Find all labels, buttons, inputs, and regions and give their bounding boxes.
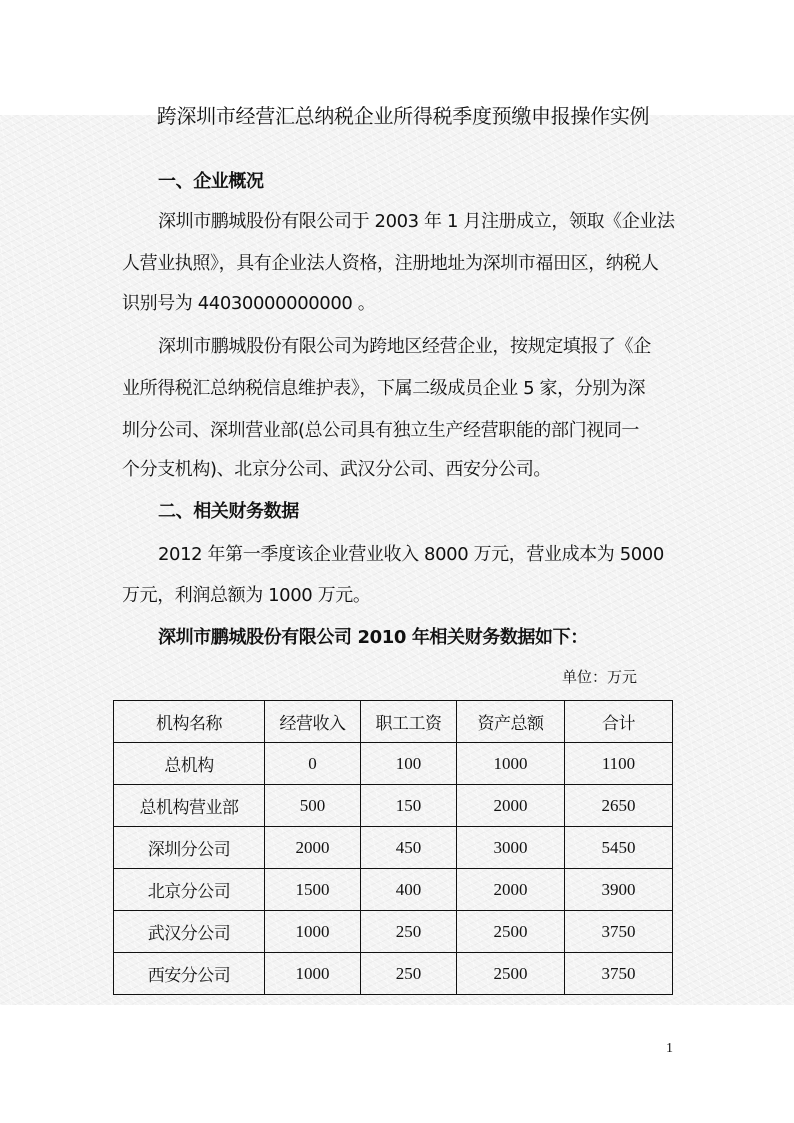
table-cell-org-name: 西安分公司 [114,953,265,995]
table-caption: 深圳市鹏城股份有限公司 2010 年相关财务数据如下： [158,627,588,648]
table-cell: 2000 [457,785,565,827]
table-cell: 500 [265,785,361,827]
document-title: 跨深圳市经营汇总纳税企业所得税季度预缴申报操作实例 [156,104,650,128]
table-cell: 0 [265,743,361,785]
table-cell-org-name: 深圳分公司 [114,827,265,869]
table-cell: 250 [361,911,457,953]
section-heading-overview: 一、企业概况 [158,171,264,192]
table-cell: 1000 [457,743,565,785]
table-cell: 2000 [265,827,361,869]
unit-label: 单位：万元 [562,668,638,686]
table-cell: 250 [361,953,457,995]
paragraph-line: 万元，利润总额为 1000 万元。 [122,585,371,606]
column-header: 职工工资 [361,701,457,743]
table-row [114,911,673,953]
table-cell: 450 [361,827,457,869]
page-number: 1 [666,1041,673,1056]
table-cell: 3750 [565,953,673,995]
paragraph-line: 2012 年第一季度该企业营业收入 8000 万元，营业成本为 5000 [158,544,664,565]
table-cell: 5450 [565,827,673,869]
section-heading-financial-data: 二、相关财务数据 [158,501,299,522]
table-row [114,743,673,785]
paragraph-line: 人营业执照》，具有企业法人资格，注册地址为深圳市福田区，纳税人 [122,253,659,274]
table-row [114,827,673,869]
paragraph-line: 业所得税汇总纳税信息维护表》，下属二级成员企业 5 家，分别为深 [122,378,646,399]
column-header: 经营收入 [265,701,361,743]
paragraph-line: 圳分公司、深圳营业部(总公司具有独立生产经营职能的部门视同一 [122,420,640,441]
table-cell: 2500 [457,911,565,953]
paragraph-line: 个分支机构)、北京分公司、武汉分公司、西安分公司。 [122,459,552,480]
table-row [114,785,673,827]
table-cell-org-name: 北京分公司 [114,869,265,911]
table-header-row [114,701,673,743]
paragraph-line: 识别号为 44030000000000 。 [122,293,376,314]
table-row [114,953,673,995]
paragraph-line: 深圳市鹏城股份有限公司于 2003 年 1 月注册成立，领取《企业法 [158,211,675,232]
table-cell: 2500 [457,953,565,995]
paragraph-line: 深圳市鹏城股份有限公司为跨地区经营企业，按规定填报了《企 [158,336,651,357]
table-cell: 3750 [565,911,673,953]
table-cell: 3000 [457,827,565,869]
column-header: 资产总额 [457,701,565,743]
table-cell: 2000 [457,869,565,911]
table-cell: 1000 [265,953,361,995]
table-cell: 3900 [565,869,673,911]
table-row [114,869,673,911]
column-header: 机构名称 [114,701,265,743]
table-cell: 150 [361,785,457,827]
table-cell: 2650 [565,785,673,827]
table-cell: 1500 [265,869,361,911]
table-cell-org-name: 武汉分公司 [114,911,265,953]
table-cell: 1000 [265,911,361,953]
financial-data-table [113,700,673,995]
table-cell-org-name: 总机构营业部 [114,785,265,827]
column-header: 合计 [565,701,673,743]
table-cell-org-name: 总机构 [114,743,265,785]
table-cell: 400 [361,869,457,911]
table-cell: 100 [361,743,457,785]
table-cell: 1100 [565,743,673,785]
